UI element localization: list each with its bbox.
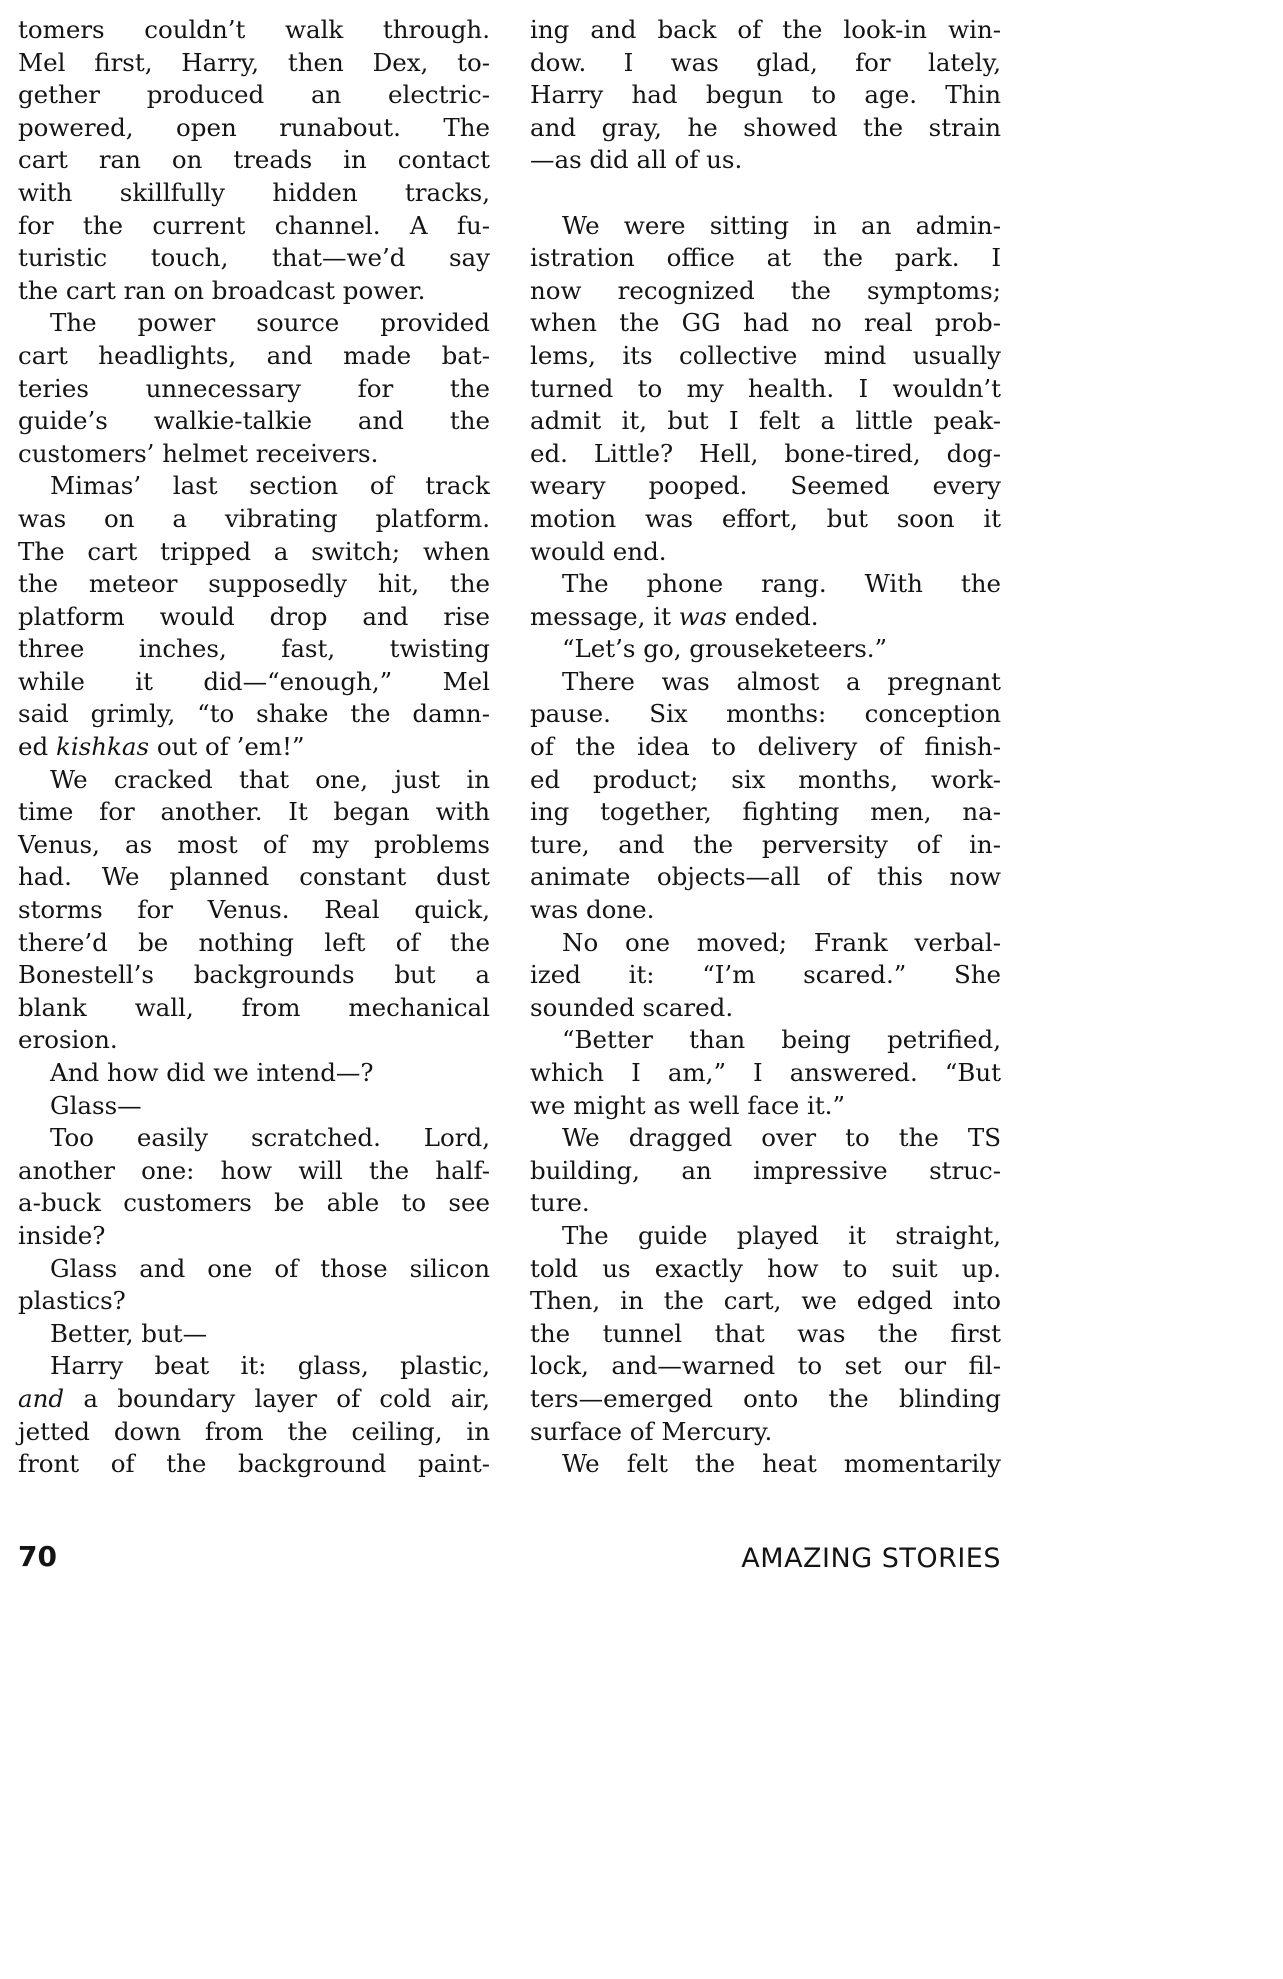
- text-line: the tunnel that was the first: [530, 1318, 1001, 1348]
- text-run: out of ’em!”: [149, 732, 305, 762]
- text-line: lock, and—warned to set our fil-: [530, 1351, 1001, 1381]
- text-run: ended.: [726, 601, 819, 631]
- text-line: of the idea to delivery of finish-: [530, 732, 1001, 762]
- text-line: a-buck customers be able to see: [18, 1188, 490, 1218]
- text-line: when the GG had no real prob-: [530, 308, 1001, 338]
- text-line: motion was effort, but soon it: [530, 503, 1001, 533]
- text-line: Harry beat it: glass, plastic,: [50, 1351, 490, 1381]
- text-line: The guide played it straight,: [562, 1220, 1001, 1250]
- text-line: teries unnecessary for the: [18, 373, 490, 403]
- text-line: inside?: [18, 1220, 106, 1250]
- text-line: dow. I was glad, for lately,: [530, 47, 1001, 77]
- text-line: turned to my health. I wouldn’t: [530, 373, 1001, 403]
- text-line: front of the background paint-: [18, 1449, 490, 1479]
- text-line: another one: how will the half-: [18, 1155, 490, 1185]
- text-line: turistic touch, that—we’d say: [18, 243, 490, 273]
- text-line: guide’s walkie-talkie and the: [18, 406, 490, 436]
- text-line: building, an impressive struc-: [530, 1155, 1001, 1185]
- text-line: which I am,” I answered. “But: [530, 1058, 1001, 1087]
- text-line: Mel first, Harry, then Dex, to-: [18, 47, 490, 77]
- text-run: ed: [18, 732, 56, 762]
- text-line: lems, its collective mind usually: [530, 340, 1001, 370]
- text-line: would end.: [530, 536, 667, 566]
- italic-word: and: [18, 1383, 65, 1413]
- text-line: ized it: “I’m scared.” She: [530, 960, 1001, 990]
- text-line: the meteor supposedly hit, the: [18, 569, 490, 599]
- text-line: [18, 1383, 490, 1416]
- text-line: Then, in the cart, we edged into: [530, 1286, 1001, 1316]
- text-line: And how did we intend—?: [50, 1058, 374, 1087]
- text-line: Glass—: [50, 1090, 142, 1120]
- text-line: sounded scared.: [530, 992, 734, 1022]
- italic-word: was: [678, 601, 727, 631]
- text-line: jetted down from the ceiling, in: [18, 1416, 490, 1446]
- text-line: Too easily scratched. Lord,: [50, 1123, 490, 1153]
- text-line: We were sitting in an admin-: [562, 210, 1001, 240]
- text-run: message, it: [530, 601, 679, 631]
- text-run: a boundary layer of cold air,: [64, 1383, 490, 1413]
- text-line: Glass and one of those silicon: [50, 1253, 490, 1283]
- text-line: We dragged over to the TS: [562, 1123, 1001, 1153]
- text-line: surface of Mercury.: [530, 1416, 773, 1446]
- text-line: had. We planned constant dust: [18, 862, 490, 892]
- text-line: Harry had begun to age. Thin: [530, 80, 1001, 110]
- left-column: [18, 14, 490, 1481]
- text-line: ters—emerged onto the blinding: [530, 1383, 1001, 1413]
- text-line: for the current channel. A fu-: [18, 210, 490, 240]
- text-line: said grimly, “to shake the damn-: [18, 699, 490, 729]
- text-line: admit it, but I felt a little peak-: [530, 406, 1001, 436]
- text-line: ing together, fighting men, na-: [530, 797, 1001, 827]
- text-line: “Let’s go, grouseketeers.”: [562, 634, 888, 664]
- text-line: ed product; six months, work-: [530, 764, 1001, 794]
- text-line: told us exactly how to suit up.: [530, 1253, 1001, 1283]
- text-line: gether produced an electric-: [18, 80, 490, 110]
- text-line: No one moved; Frank verbal-: [562, 927, 1001, 957]
- text-line: powered, open runabout. The: [18, 112, 490, 142]
- text-line: Bonestell’s backgrounds but a: [18, 960, 490, 990]
- text-line: ture, and the perversity of in-: [530, 829, 1001, 859]
- text-line: ture.: [530, 1188, 590, 1218]
- page-number: 70: [18, 1540, 57, 1573]
- text-line: three inches, fast, twisting: [18, 634, 490, 664]
- text-line: We felt the heat momentarily: [562, 1449, 1001, 1479]
- text-line: cart headlights, and made bat-: [18, 340, 490, 370]
- text-line: ing and back of the look-in win-: [530, 15, 1001, 44]
- text-line: there’d be nothing left of the: [18, 927, 490, 957]
- text-line: plastics?: [18, 1286, 126, 1316]
- text-line: Mimas’ last section of track: [50, 471, 490, 501]
- text-line: tomers couldn’t walk through.: [18, 15, 490, 44]
- italic-word: kishkas: [55, 732, 150, 762]
- text-line: cart ran on treads in contact: [18, 145, 490, 175]
- text-line: was done.: [530, 895, 655, 925]
- paragraph-break: [530, 177, 1001, 210]
- text-line: we might as well face it.”: [530, 1090, 845, 1120]
- text-line: time for another. It began with: [18, 797, 490, 827]
- text-line: storms for Venus. Real quick,: [18, 895, 490, 925]
- text-line: [18, 731, 490, 764]
- right-column: [530, 14, 1001, 1481]
- text-line: The cart tripped a switch; when: [18, 536, 490, 566]
- text-line: was on a vibrating platform.: [18, 503, 490, 533]
- text-line: blank wall, from mechanical: [18, 992, 490, 1022]
- text-line: customers’ helmet receivers.: [18, 438, 379, 468]
- text-line: —as did all of us.: [530, 145, 743, 175]
- text-line: There was almost a pregnant: [562, 666, 1001, 696]
- text-line: weary pooped. Seemed every: [530, 471, 1001, 501]
- text-line: platform would drop and rise: [18, 601, 490, 631]
- text-line: ed. Little? Hell, bone-tired, dog-: [530, 438, 1001, 468]
- text-line: pause. Six months: conception: [530, 699, 1001, 729]
- text-line: animate objects—all of this now: [530, 862, 1001, 892]
- text-line: “Better than being petrified,: [562, 1025, 1001, 1055]
- text-line: The phone rang. With the: [562, 569, 1001, 599]
- text-line: with skillfully hidden tracks,: [18, 177, 490, 207]
- text-line: erosion.: [18, 1025, 118, 1055]
- text-line: istration office at the park. I: [530, 243, 1001, 273]
- text-line: [530, 601, 1001, 634]
- text-line: now recognized the symptoms;: [530, 275, 1001, 305]
- text-line: and gray, he showed the strain: [530, 112, 1001, 142]
- text-line: Venus, as most of my problems: [18, 829, 490, 859]
- text-line: We cracked that one, just in: [50, 764, 490, 794]
- text-line: Better, but—: [50, 1318, 208, 1348]
- text-line: while it did—“enough,” Mel: [18, 666, 490, 696]
- text-line: the cart ran on broadcast power.: [18, 275, 426, 305]
- running-head: AMAZING STORIES: [741, 1543, 1001, 1574]
- text-line: The power source provided: [50, 308, 490, 338]
